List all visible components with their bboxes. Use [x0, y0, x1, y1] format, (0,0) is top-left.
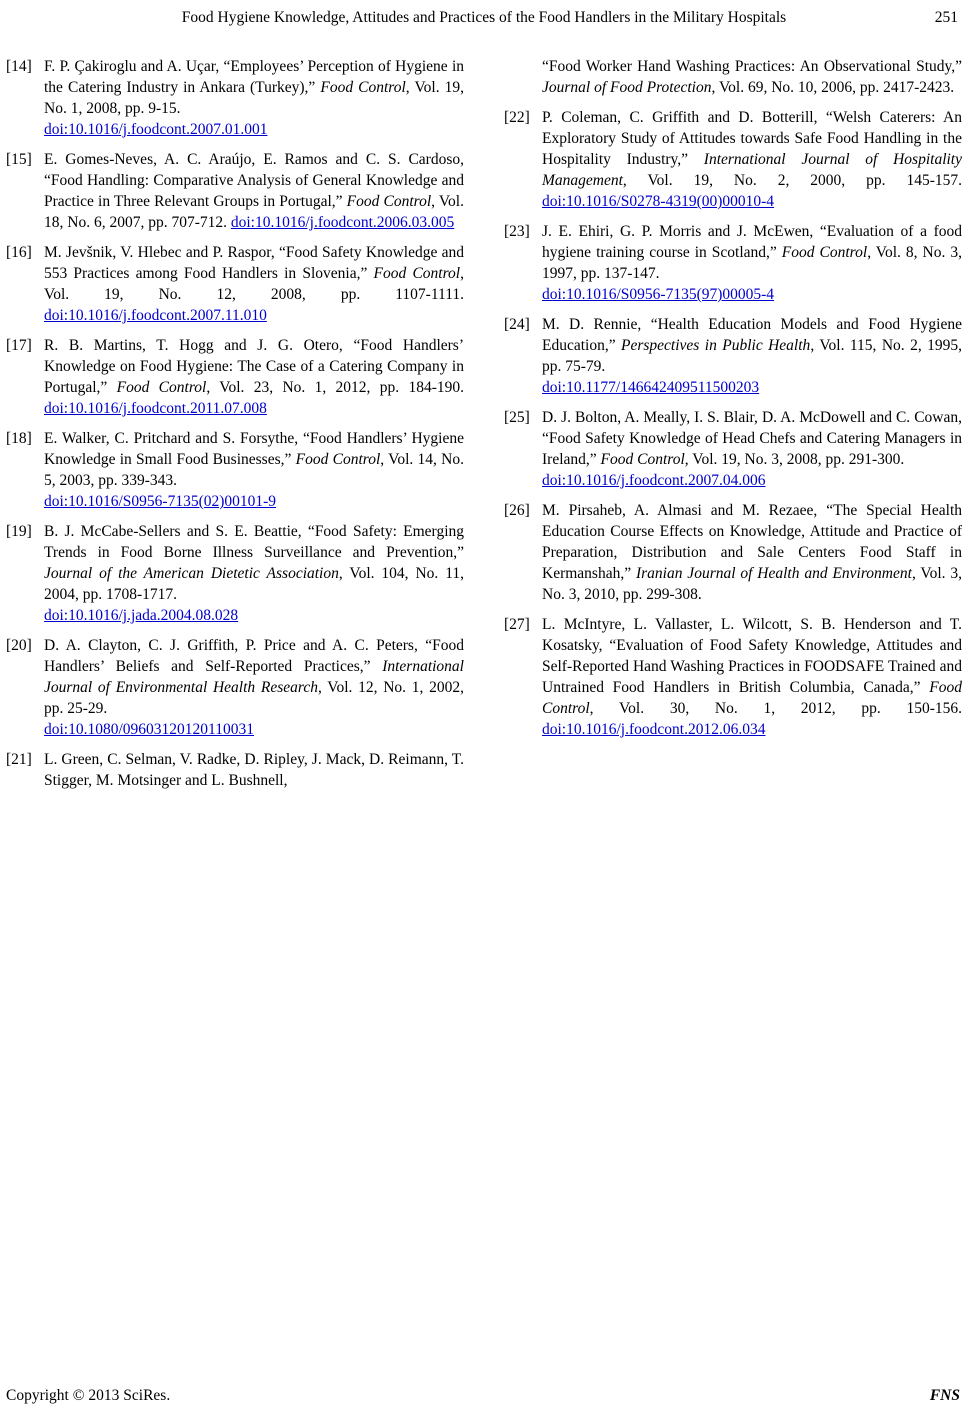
reference-segment: , Vol. 12, No. 1, 2002, pp. 25-29.: [44, 679, 464, 717]
reference-segment: R. B. Martins, T. Hogg and J. G. Otero, “Food Handlers’ Knowledge on Food Hygiene: The Case of a Catering Company in Portugal,”: [44, 337, 464, 396]
reference-text: [542, 407, 962, 491]
reference-text: [44, 242, 464, 326]
reference-segment: , Vol. 30, No. 1, 2012, pp. 150-156.: [589, 700, 962, 717]
reference-number: [16]: [6, 244, 32, 261]
journal-name: Iranian Journal of Health and Environment: [635, 565, 912, 582]
reference-number: [504, 56, 542, 98]
reference-segment: , Vol. 23, No. 1, 2012, pp. 184-190.: [206, 379, 465, 396]
doi-link[interactable]: doi:10.1016/j.foodcont.2007.01.001: [44, 121, 268, 138]
reference-item: [504, 221, 962, 305]
reference-number: [24]: [504, 316, 530, 333]
journal-name: Food Control: [600, 451, 685, 468]
journal-name: Perspectives in Public Health: [621, 337, 811, 354]
page-number: 251: [934, 9, 958, 26]
reference-segment: , Vol. 19, No. 3, 2008, pp. 291-300.: [684, 451, 905, 468]
copyright-notice: Copyright © 2013 SciRes.: [6, 1387, 171, 1404]
references-columns: [6, 56, 962, 800]
journal-name: Food Control: [346, 193, 432, 210]
reference-text: [44, 56, 464, 140]
reference-number: [21]: [6, 751, 32, 768]
reference-item: [504, 314, 962, 398]
journal-name: Food Control: [116, 379, 207, 396]
doi-link[interactable]: doi:10.1016/j.foodcont.2007.11.010: [44, 307, 267, 324]
reference-segment: F. P. Çakiroglu and A. Uçar, “Employees’ Perception of Hygiene in the Catering Industry in Ankara (Turkey),”: [44, 58, 464, 96]
reference-item: [6, 56, 464, 140]
journal-name: Food Control: [373, 265, 461, 282]
reference-text: [542, 107, 962, 212]
reference-segment: , Vol. 19, No. 12, 2008, pp. 1107-1111.: [44, 265, 464, 303]
page-footer: [6, 1385, 962, 1406]
reference-item: [6, 428, 464, 512]
reference-number: [22]: [504, 109, 530, 126]
reference-text: [44, 521, 464, 626]
reference-segment: , Vol. 19, No. 1, 2008, pp. 9-15.: [44, 79, 464, 117]
doi-link[interactable]: doi:10.1016/j.foodcont.2011.07.008: [44, 400, 267, 417]
reference-segment: L. McIntyre, L. Vallaster, L. Wilcott, S. B. Henderson and T. Kosatsky, “Evaluation of Food Safety Knowledge, Attitudes and Self-Reported Hand Washing Practices in FOODSAFE Trained and Untrained Food Handlers in British Columbia, Canada,”: [542, 616, 962, 696]
running-head-title: Food Hygiene Knowledge, Attitudes and Practices of the Food Handlers in the Military Hospitals: [181, 9, 787, 26]
reference-text: [44, 149, 464, 233]
journal-name: International Journal of Hospitality Management: [542, 151, 962, 189]
reference-text: [44, 335, 464, 419]
reference-text: [542, 500, 962, 605]
reference-segment: D. J. Bolton, A. Meally, I. S. Blair, D. A. McDowell and C. Cowan, “Food Safety Knowledge of Head Chefs and Catering Managers in Ireland,”: [542, 409, 962, 468]
doi-link[interactable]: doi:10.1016/S0956-7135(02)00101-9: [44, 493, 277, 510]
reference-number: [19]: [6, 523, 32, 540]
reference-text: [542, 314, 962, 398]
reference-item: [6, 521, 464, 626]
reference-number: [23]: [504, 223, 530, 240]
reference-segment: M. Pirsaheb, A. Almasi and M. Rezaee, “The Special Health Education Course Effects on Knowledge, Attitude and Practice of Preparation, Distribution and Sale Centers Food Staff in Kermanshah,”: [542, 502, 962, 582]
reference-number: [18]: [6, 430, 32, 447]
references-left-column: [6, 56, 464, 800]
doi-link[interactable]: doi:10.1016/S0956-7135(97)00005-4: [542, 286, 775, 303]
reference-segment: B. J. McCabe-Sellers and S. E. Beattie, “Food Safety: Emerging Trends in Food Borne Illness Surveillance and Prevention,”: [44, 523, 464, 561]
reference-segment: L. Green, C. Selman, V. Radke, D. Ripley, J. Mack, D. Reimann, T. Stigger, M. Motsinger and L. Bushnell,: [44, 751, 464, 789]
reference-segment: M. D. Rennie, “Health Education Models and Food Hygiene Education,”: [542, 316, 962, 354]
reference-segment: M. Jevšnik, V. Hlebec and P. Raspor, “Food Safety Knowledge and 553 Practices among Food Handlers in Slovenia,”: [44, 244, 464, 282]
doi-link[interactable]: doi:10.1016/j.foodcont.2007.04.006: [542, 472, 766, 489]
doi-link[interactable]: doi:10.1016/j.foodcont.2012.06.034: [542, 721, 766, 738]
reference-item: [504, 500, 962, 605]
reference-text: [44, 635, 464, 740]
reference-item: [6, 149, 464, 233]
reference-number: [27]: [504, 616, 530, 633]
doi-link[interactable]: doi:10.1080/09603120120110031: [44, 721, 254, 738]
reference-segment: “Food Worker Hand Washing Practices: An Observational Study,”: [542, 58, 962, 75]
reference-segment: , Vol. 69, No. 10, 2006, pp. 2417-2423.: [711, 79, 955, 96]
doi-link[interactable]: doi:10.1016/S0278-4319(00)00010-4: [542, 193, 775, 210]
journal-name: International Journal of Environmental Health Research: [44, 658, 464, 696]
reference-number: [14]: [6, 58, 32, 75]
reference-segment: D. A. Clayton, C. J. Griffith, P. Price and A. C. Peters, “Food Handlers’ Beliefs and Self-Reported Practices,”: [44, 637, 464, 675]
reference-segment: , Vol. 14, No. 5, 2003, pp. 339-343.: [44, 451, 464, 489]
reference-segment: , Vol. 18, No. 6, 2007, pp. 707-712.: [44, 193, 464, 231]
page-header: [6, 7, 962, 29]
reference-segment: , Vol. 8, No. 3, 1997, pp. 137-147.: [542, 244, 962, 282]
journal-name: Food Control: [295, 451, 381, 468]
journal-code: FNS: [929, 1387, 960, 1404]
reference-text: [542, 56, 962, 98]
doi-link[interactable]: doi:10.1177/146642409511500203: [542, 379, 760, 396]
reference-segment: J. E. Ehiri, G. P. Morris and J. McEwen, “Evaluation of a food hygiene training course in Scotland,”: [542, 223, 962, 261]
reference-text: [44, 749, 464, 791]
reference-item: [6, 635, 464, 740]
reference-number: [20]: [6, 637, 32, 654]
doi-link[interactable]: doi:10.1016/j.jada.2004.08.028: [44, 607, 239, 624]
reference-segment: , Vol. 115, No. 2, 1995, pp. 75-79.: [542, 337, 962, 375]
reference-text: [542, 221, 962, 305]
reference-segment: , Vol. 3, No. 3, 2010, pp. 299-308.: [542, 565, 962, 603]
reference-number: [17]: [6, 337, 32, 354]
reference-item: [504, 407, 962, 491]
journal-name: Journal of the American Dietetic Association: [44, 565, 339, 582]
reference-item: [504, 56, 962, 98]
reference-item: [6, 335, 464, 419]
reference-item: [504, 614, 962, 740]
reference-segment: E. Gomes-Neves, A. C. Araújo, E. Ramos and C. S. Cardoso, “Food Handling: Comparative Analysis of General Knowledge and Practice in Three Relevant Groups in Portugal,”: [44, 151, 464, 210]
reference-item: [6, 242, 464, 326]
reference-segment: , Vol. 104, No. 11, 2004, pp. 1708-1717.: [44, 565, 464, 603]
reference-number: [25]: [504, 409, 530, 426]
reference-number: [26]: [504, 502, 530, 519]
reference-segment: E. Walker, C. Pritchard and S. Forsythe, “Food Handlers’ Hygiene Knowledge in Small Food Businesses,”: [44, 430, 464, 468]
reference-segment: , Vol. 19, No. 2, 2000, pp. 145-157.: [622, 172, 962, 189]
journal-name: Journal of Food Protection: [542, 79, 712, 96]
reference-text: [542, 614, 962, 740]
reference-item: [6, 749, 464, 791]
journal-name: Food Control: [320, 79, 406, 96]
journal-name: Food Control: [542, 679, 962, 717]
reference-item: [504, 107, 962, 212]
journal-name: Food Control: [781, 244, 868, 261]
doi-link[interactable]: doi:10.1016/j.foodcont.2006.03.005: [230, 214, 455, 231]
reference-text: [44, 428, 464, 512]
reference-number: [15]: [6, 151, 32, 168]
reference-segment: P. Coleman, C. Griffith and D. Botterill, “Welsh Caterers: An Exploratory Study of Attitudes towards Safe Food Handling in the Hospitality Industry,”: [542, 109, 962, 168]
references-right-column: [504, 56, 962, 800]
